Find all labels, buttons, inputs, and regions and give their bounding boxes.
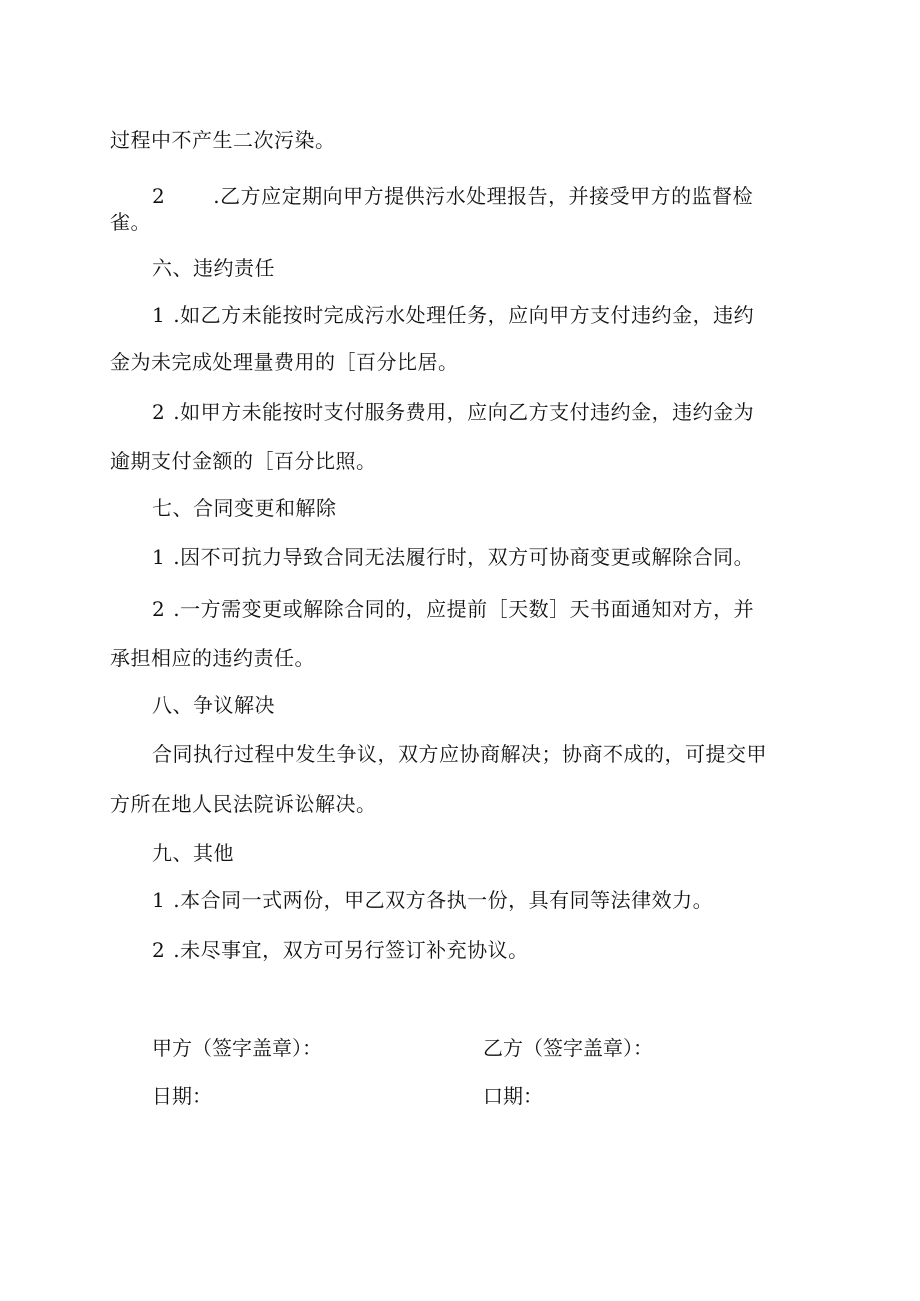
party-a-signature-label: 甲方（签字盖章）： (152, 1036, 322, 1060)
section6-item2-text-line2: 逾期支付金额的［百分比照。 (110, 449, 377, 473)
section6-item2-text-line1: .如甲方未能按时支付服务费用，应向乙方支付违约金，违约金为 (173, 400, 755, 424)
section7-heading: 七、合同变更和解除 (152, 496, 337, 520)
section8-text-line1: 合同执行过程中发生争议，双方应协商解决；协商不成的，可提交甲 (152, 742, 767, 766)
party-a-date-label: 日期： (152, 1084, 212, 1108)
section6-item2-number: 2 (152, 400, 166, 424)
section6-heading: 六、违约责任 (152, 256, 275, 280)
section7-item2-line1 (152, 596, 754, 622)
section7-item1-text-line1: .因不可抗力导致合同无法履行时，双方可协商变更或解除合同。 (173, 545, 755, 569)
section9-item1-number: 1 (152, 888, 166, 912)
clause5-item2-line1 (152, 183, 753, 209)
section6-item2-line1 (152, 399, 754, 425)
party-b-date-label: 口期： (483, 1084, 543, 1108)
section6-item1-line1 (152, 302, 754, 328)
section6-item1-text-line2: 金为未完成处理量费用的［百分比居。 (110, 350, 459, 374)
section9-heading: 九、其他 (152, 841, 234, 865)
section9-item2-text-line1: .未尽事宜，双方可另行签订补充协议。 (173, 938, 529, 962)
section9-item1-text-line1: .本合同一式两份，甲乙双方各执一份，具有同等法律效力。 (173, 888, 714, 912)
clause5-item2-text-line2: 雀。 (110, 210, 151, 234)
section6-item1-text-line1: .如乙方未能按时完成污水处理任务，应向甲方支付违约金，违约 (173, 303, 755, 327)
section8-text-line2: 方所在地人民法院诉讼解决。 (110, 792, 377, 816)
section8-heading: 八、争议解决 (152, 693, 275, 717)
clause5-item2-text-line1: .乙方应定期向甲方提供污水处理报告，并接受甲方的监督检 (213, 184, 754, 208)
section7-item1-number: 1 (152, 545, 166, 569)
clause5-item2-number: 2 (152, 184, 166, 208)
section7-item2-text-line1: .一方需变更或解除合同的，应提前［天数］天书面通知对方，并 (173, 597, 755, 621)
party-b-signature-label: 乙方（签字盖章）： (483, 1036, 653, 1060)
section6-item1-number: 1 (152, 303, 166, 327)
section7-item1-line1 (152, 544, 754, 570)
section9-item2-number: 2 (152, 938, 166, 962)
section9-item2-line1 (152, 937, 529, 963)
continuation-text: 过程中不产生二次污染。 (110, 128, 336, 152)
section7-item2-text-line2: 承担相应的违约责任。 (110, 646, 315, 670)
section7-item2-number: 2 (152, 597, 166, 621)
section9-item1-line1 (152, 887, 713, 913)
